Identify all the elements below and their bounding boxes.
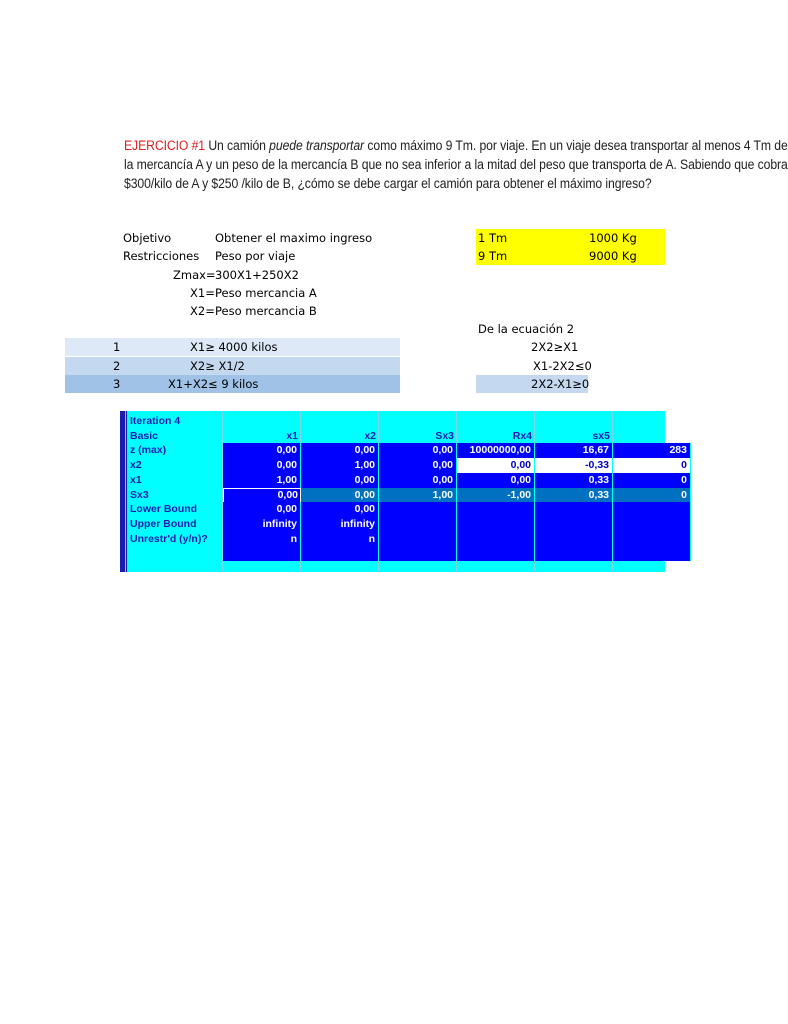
table-cell[interactable]: 283 [613,443,691,458]
x2-label: X2= [190,304,215,318]
table-cell[interactable] [535,517,613,532]
table-cell[interactable]: 1,00 [301,458,379,473]
table-cell[interactable]: 0,00 [301,443,379,458]
table-cell[interactable] [379,502,457,517]
table-cell[interactable]: 0,00 [457,458,535,473]
table-cell[interactable]: 0 [613,488,691,503]
table-cell[interactable]: n [301,532,379,547]
table-cell[interactable]: 0 [613,458,691,473]
table-cell[interactable]: 0,00 [379,473,457,488]
table-cell[interactable]: 0,00 [457,473,535,488]
table-cell[interactable]: infinity [301,517,379,532]
constraint-expr-3: X1+X2≤ 9 kilos [168,377,259,391]
table-cell[interactable]: n [223,532,301,547]
problem-line-3: $300/kilo de A y $250 /kilo de B, ¿cómo se debe cargar el camión para obtener el máximo ingreso? [124,176,652,192]
row-label: z (max) [130,444,167,457]
problem-italic-text: puede transportar [269,138,365,154]
table-cell-empty[interactable] [535,546,613,561]
table-cell-empty[interactable] [301,546,379,561]
constraint-expr-2: X2≥ X1/2 [190,359,245,373]
table-cell[interactable] [457,502,535,517]
zmax-label: Zmax= [173,268,216,282]
row-label: Upper Bound [130,517,197,530]
restricciones-label: Restricciones [123,249,200,263]
constraint-number-3: 3 [113,377,121,391]
table-cell[interactable]: 1,00 [223,473,301,488]
table-cell[interactable]: infinity [223,517,301,532]
conversion-unit-2: 9 Tm [478,249,508,263]
table-cell[interactable]: 0,00 [379,443,457,458]
table-cell[interactable]: -0,33 [535,458,613,473]
column-header: x1 [286,429,298,442]
x2-value: Peso mercancia B [215,304,317,318]
table-cell[interactable]: 0,00 [301,473,379,488]
table-cell-empty[interactable] [457,546,535,561]
ecuacion-line-3: 2X2-X1≥0 [531,377,590,391]
table-cell-empty[interactable] [613,546,691,561]
problem-statement [124,138,788,196]
problem-text: como máximo 9 Tm. por viaje. En un viaje desea transportar al menos 4 Tm de [364,138,788,154]
table-cell[interactable] [613,517,691,532]
zmax-value: 300X1+250X2 [215,268,299,282]
objetivo-value: Obtener el maximo ingreso [215,231,373,245]
x1-value: Peso mercancia A [215,286,317,300]
header-basic: Basic [130,429,159,442]
column-header: Sx3 [435,429,454,442]
constraint-expr-1: X1≥ 4000 kilos [190,340,278,354]
x1-label: X1= [190,286,215,300]
table-cell[interactable]: 0,00 [379,458,457,473]
table-cell[interactable] [535,532,613,547]
table-cell-empty[interactable] [223,546,301,561]
objetivo-label: Objetivo [123,231,172,245]
table-cell[interactable]: 10000000,00 [457,443,535,458]
iteration-table [120,411,687,572]
conversion-unit-1: 1 Tm [478,231,508,245]
exercise-label: EJERCICIO #1 [124,138,206,154]
ecuacion-line-2: X1-2X2≤0 [533,359,592,373]
constraint-number-1: 1 [113,340,121,354]
table-cell[interactable]: 1,00 [379,488,457,503]
problem-line-1 [124,138,788,154]
column-header: x2 [364,429,376,442]
row-label: x1 [130,473,142,486]
row-label: Sx3 [130,488,149,501]
table-cell[interactable]: 0,00 [301,488,379,503]
table-cell[interactable]: 0,00 [223,443,301,458]
table-cell[interactable]: 16,67 [535,443,613,458]
table-cell[interactable] [457,517,535,532]
problem-text: Un camión [205,138,270,154]
column-header: Rx4 [512,429,532,442]
problem-line-2: la mercancía A y un peso de la mercancía B que no sea inferior a la mitad del peso que transporta de A. Sabiendo que cobra [124,157,788,173]
table-cell[interactable] [535,502,613,517]
table-cell[interactable]: 0,33 [535,488,613,503]
table-cell[interactable] [457,532,535,547]
table-cell[interactable]: 0,33 [535,473,613,488]
table-cell[interactable]: 0,00 [223,458,301,473]
ecuacion-title: De la ecuación 2 [478,322,575,336]
table-cell[interactable] [613,532,691,547]
table-cell[interactable] [613,502,691,517]
row-label: Lower Bound [130,503,198,516]
column-header: sx5 [592,429,610,442]
constraint-number-2: 2 [113,359,121,373]
table-cell[interactable]: 0,00 [223,502,301,517]
table-cell[interactable] [379,517,457,532]
restricciones-value: Peso por viaje [215,249,296,263]
table-left-border [120,411,125,572]
iteration-title: Iteration 4 [130,415,181,427]
table-cell[interactable]: 0 [613,473,691,488]
table-cell-empty[interactable] [379,546,457,561]
row-label: Unrestr'd (y/n)? [130,532,208,545]
table-cell[interactable]: 0,00 [301,502,379,517]
conversion-kg-1: 1000 Kg [589,231,637,245]
conversion-kg-2: 9000 Kg [589,249,637,263]
table-cell[interactable]: -1,00 [457,488,535,503]
ecuacion-line-1: 2X2≥X1 [531,340,579,354]
table-cell[interactable] [379,532,457,547]
table-cell[interactable]: 0,00 [223,488,301,503]
row-label: x2 [130,459,142,472]
